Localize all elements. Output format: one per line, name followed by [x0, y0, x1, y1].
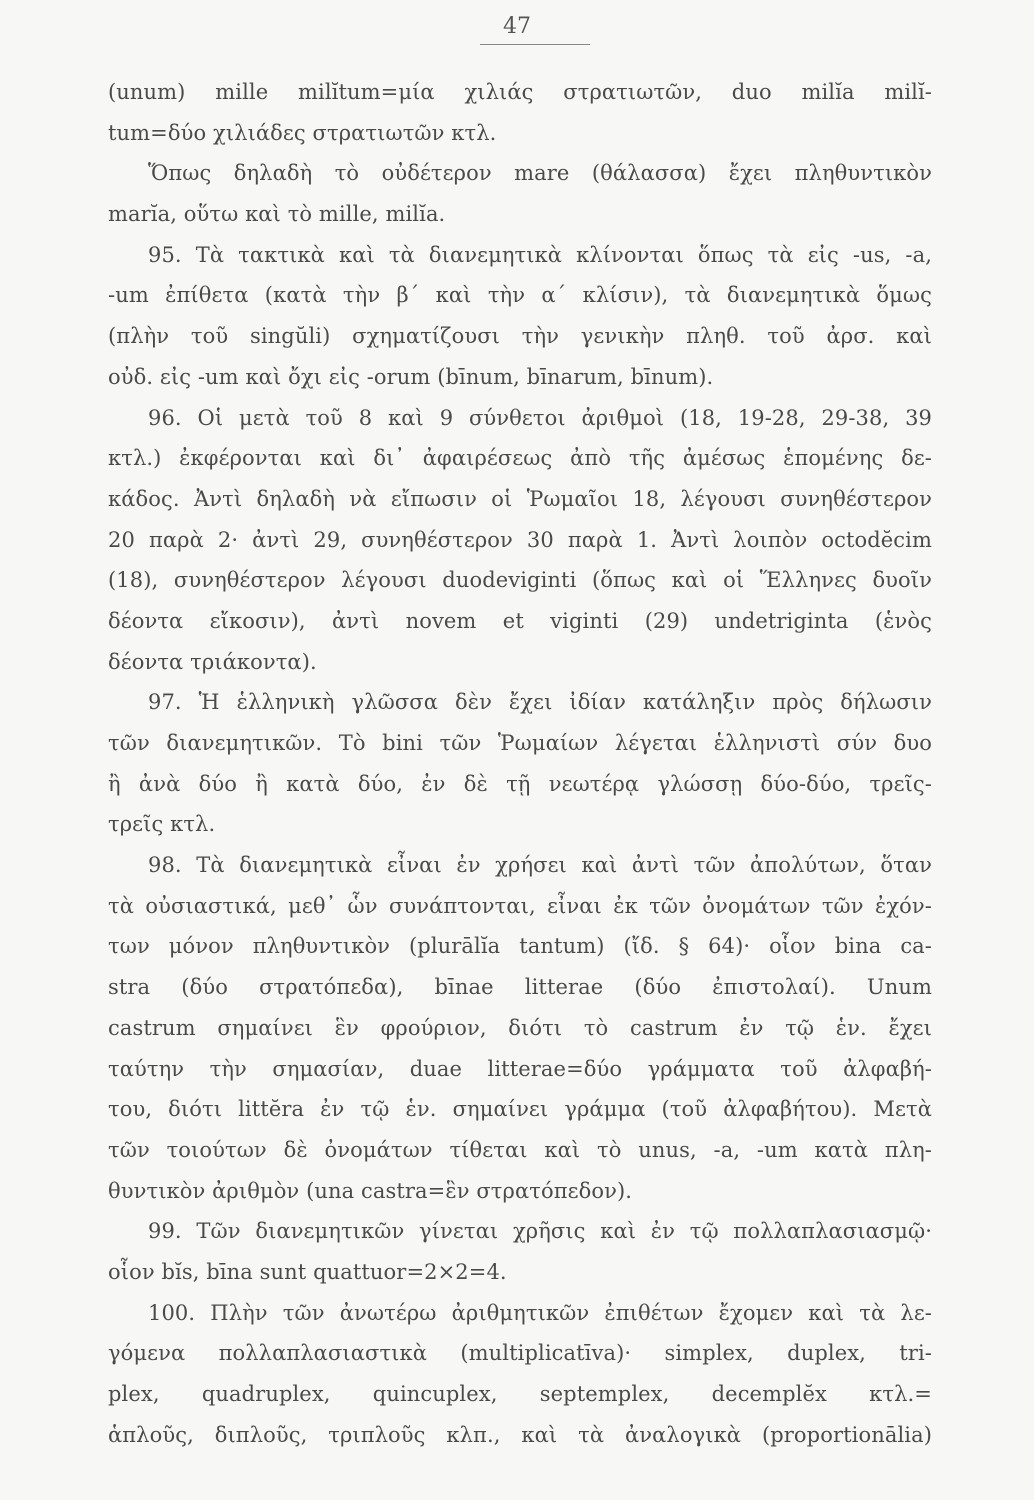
text-line: 99. Τῶν διανεμητικῶν γίνεται χρῆσις καὶ ἐν τῷ πολλαπλασιασμῷ· [148, 1219, 932, 1244]
text-line: τῶν τοιούτων δὲ ὀνομάτων τίθεται καὶ τὸ unus, -a, -um κατὰ πλη- [108, 1137, 932, 1162]
text-line: 96. Οἱ μετὰ τοῦ 8 καὶ 9 σύνθετοι ἀριθμοὶ (18, 19-28, 29-38, 39 [148, 405, 932, 430]
text-line: ἢ ἀνὰ δύο ἢ κατὰ δύο, ἐν δὲ τῇ νεωτέρᾳ γλώσσῃ δύο-δύο, τρεῖς- [108, 771, 932, 796]
text-line: οἷον bĭs, bīna sunt quattuor=2×2=4. [108, 1259, 507, 1284]
text-line: plex, quadruplex, quincuplex, septemplex, decemplĕx κτλ.= [108, 1382, 932, 1406]
text-line: δέοντα τριάκοντα). [108, 649, 317, 674]
text-line: stra (δύο στρατόπεδα), bīnae litterae (δύο ἐπιστολαί). Unum [108, 975, 932, 1000]
text-body [108, 72, 932, 1455]
text-line: των μόνον πληθυντικὸν (plurālĭa tantum) (ἴδ. § 64)· οἷον bina ca- [108, 934, 932, 959]
text-line: 97. Ἡ ἑλληνικὴ γλῶσσα δὲν ἔχει ἰδίαν κατάληξιν πρὸς δήλωσιν [148, 690, 932, 715]
text-line: γόμενα πολλαπλασιαστικὰ (multiplicatīva)· simplex, duplex, tri- [108, 1341, 932, 1366]
text-line: τῶν διανεμητικῶν. Τὸ bini τῶν Ῥωμαίων λέγεται ἑλληνιστὶ σύν δυο [108, 731, 932, 755]
text-line: 95. Τὰ τακτικὰ καὶ τὰ διανεμητικὰ κλίνονται ὅπως τὰ εἰς -us, -a, [148, 242, 932, 267]
text-line: τρεῖς κτλ. [108, 812, 216, 837]
text-line: 100. Πλὴν τῶν ἀνωτέρω ἀριθμητικῶν ἐπιθέτων ἔχομεν καὶ τὰ λε- [148, 1300, 932, 1325]
text-line: Ὅπως δηλαδὴ τὸ οὐδέτερον mare (θάλασσα) ἔχει πληθυντικὸν [148, 161, 932, 186]
text-line: (unum) mille milĭtum=μία χιλιάς στρατιωτῶν, duo milĭa milĭ- [108, 80, 932, 104]
text-line: δέοντα εἴκοσιν), ἀντὶ novem et viginti (29) undetriginta (ἑνὸς [108, 608, 932, 633]
text-line: marĭa, οὕτω καὶ τὸ mille, milĭa. [108, 202, 446, 227]
text-line: (18), συνηθέστερον λέγουσι duodeviginti (ὅπως καὶ οἱ Ἕλληνες δυοῖν [108, 568, 932, 593]
text-line: του, διότι littĕra ἐν τῷ ἑν. σημαίνει γράμμα (τοῦ ἀλφαβήτου). Μετὰ [108, 1097, 932, 1122]
text-line: κάδος. Ἀντὶ δηλαδὴ νὰ εἴπωσιν οἱ Ῥωμαῖοι 18, λέγουσι συνηθέστερον [108, 486, 932, 511]
text-line: castrum σημαίνει ἓν φρούριον, διότι τὸ castrum ἐν τῷ ἑν. ἔχει [108, 1015, 932, 1040]
text-line: ταύτην τὴν σημασίαν, duae litterae=δύο γράμματα τοῦ ἀλφαβή- [108, 1056, 932, 1081]
header-rule [480, 44, 590, 45]
page-number: 47 [503, 14, 531, 39]
text-line: οὐδ. εἰς -um καὶ ὄχι εἰς -orum (bīnum, bīnarum, bīnum). [108, 364, 714, 389]
text-line: 98. Τὰ διανεμητικὰ εἶναι ἐν χρήσει καὶ ἀντὶ τῶν ἀπολύτων, ὅταν [148, 853, 932, 878]
text-line: τὰ οὐσιαστικά, μεθ᾽ ὧν συνάπτονται, εἶναι ἐκ τῶν ὀνομάτων τῶν ἐχόν- [108, 893, 932, 918]
text-line: (πλὴν τοῦ singŭli) σχηματίζουσι τὴν γενικὴν πληθ. τοῦ ἀρσ. καὶ [108, 324, 932, 349]
text-line: ἁπλοῦς, διπλοῦς, τριπλοῦς κλπ., καὶ τὰ ἀναλογικὰ (proportionālia) [108, 1422, 932, 1447]
text-line: 20 παρὰ 2· ἀντὶ 29, συνηθέστερον 30 παρὰ 1. Ἀντὶ λοιπὸν octodĕcim [108, 527, 932, 552]
text-line: tum=δύο χιλιάδες στρατιωτῶν κτλ. [108, 120, 497, 145]
text-line: -um ἐπίθετα (κατὰ τὴν β´ καὶ τὴν α´ κλίσιν), τὰ διανεμητικὰ ὅμως [108, 283, 932, 308]
text-line: θυντικὸν ἀριθμὸν (una castra=ἓν στρατόπεδον). [108, 1178, 633, 1203]
text-line: κτλ.) ἐκφέρονται καὶ δι᾽ ἀφαιρέσεως ἀπὸ τῆς ἀμέσως ἑπομένης δε- [108, 446, 932, 471]
